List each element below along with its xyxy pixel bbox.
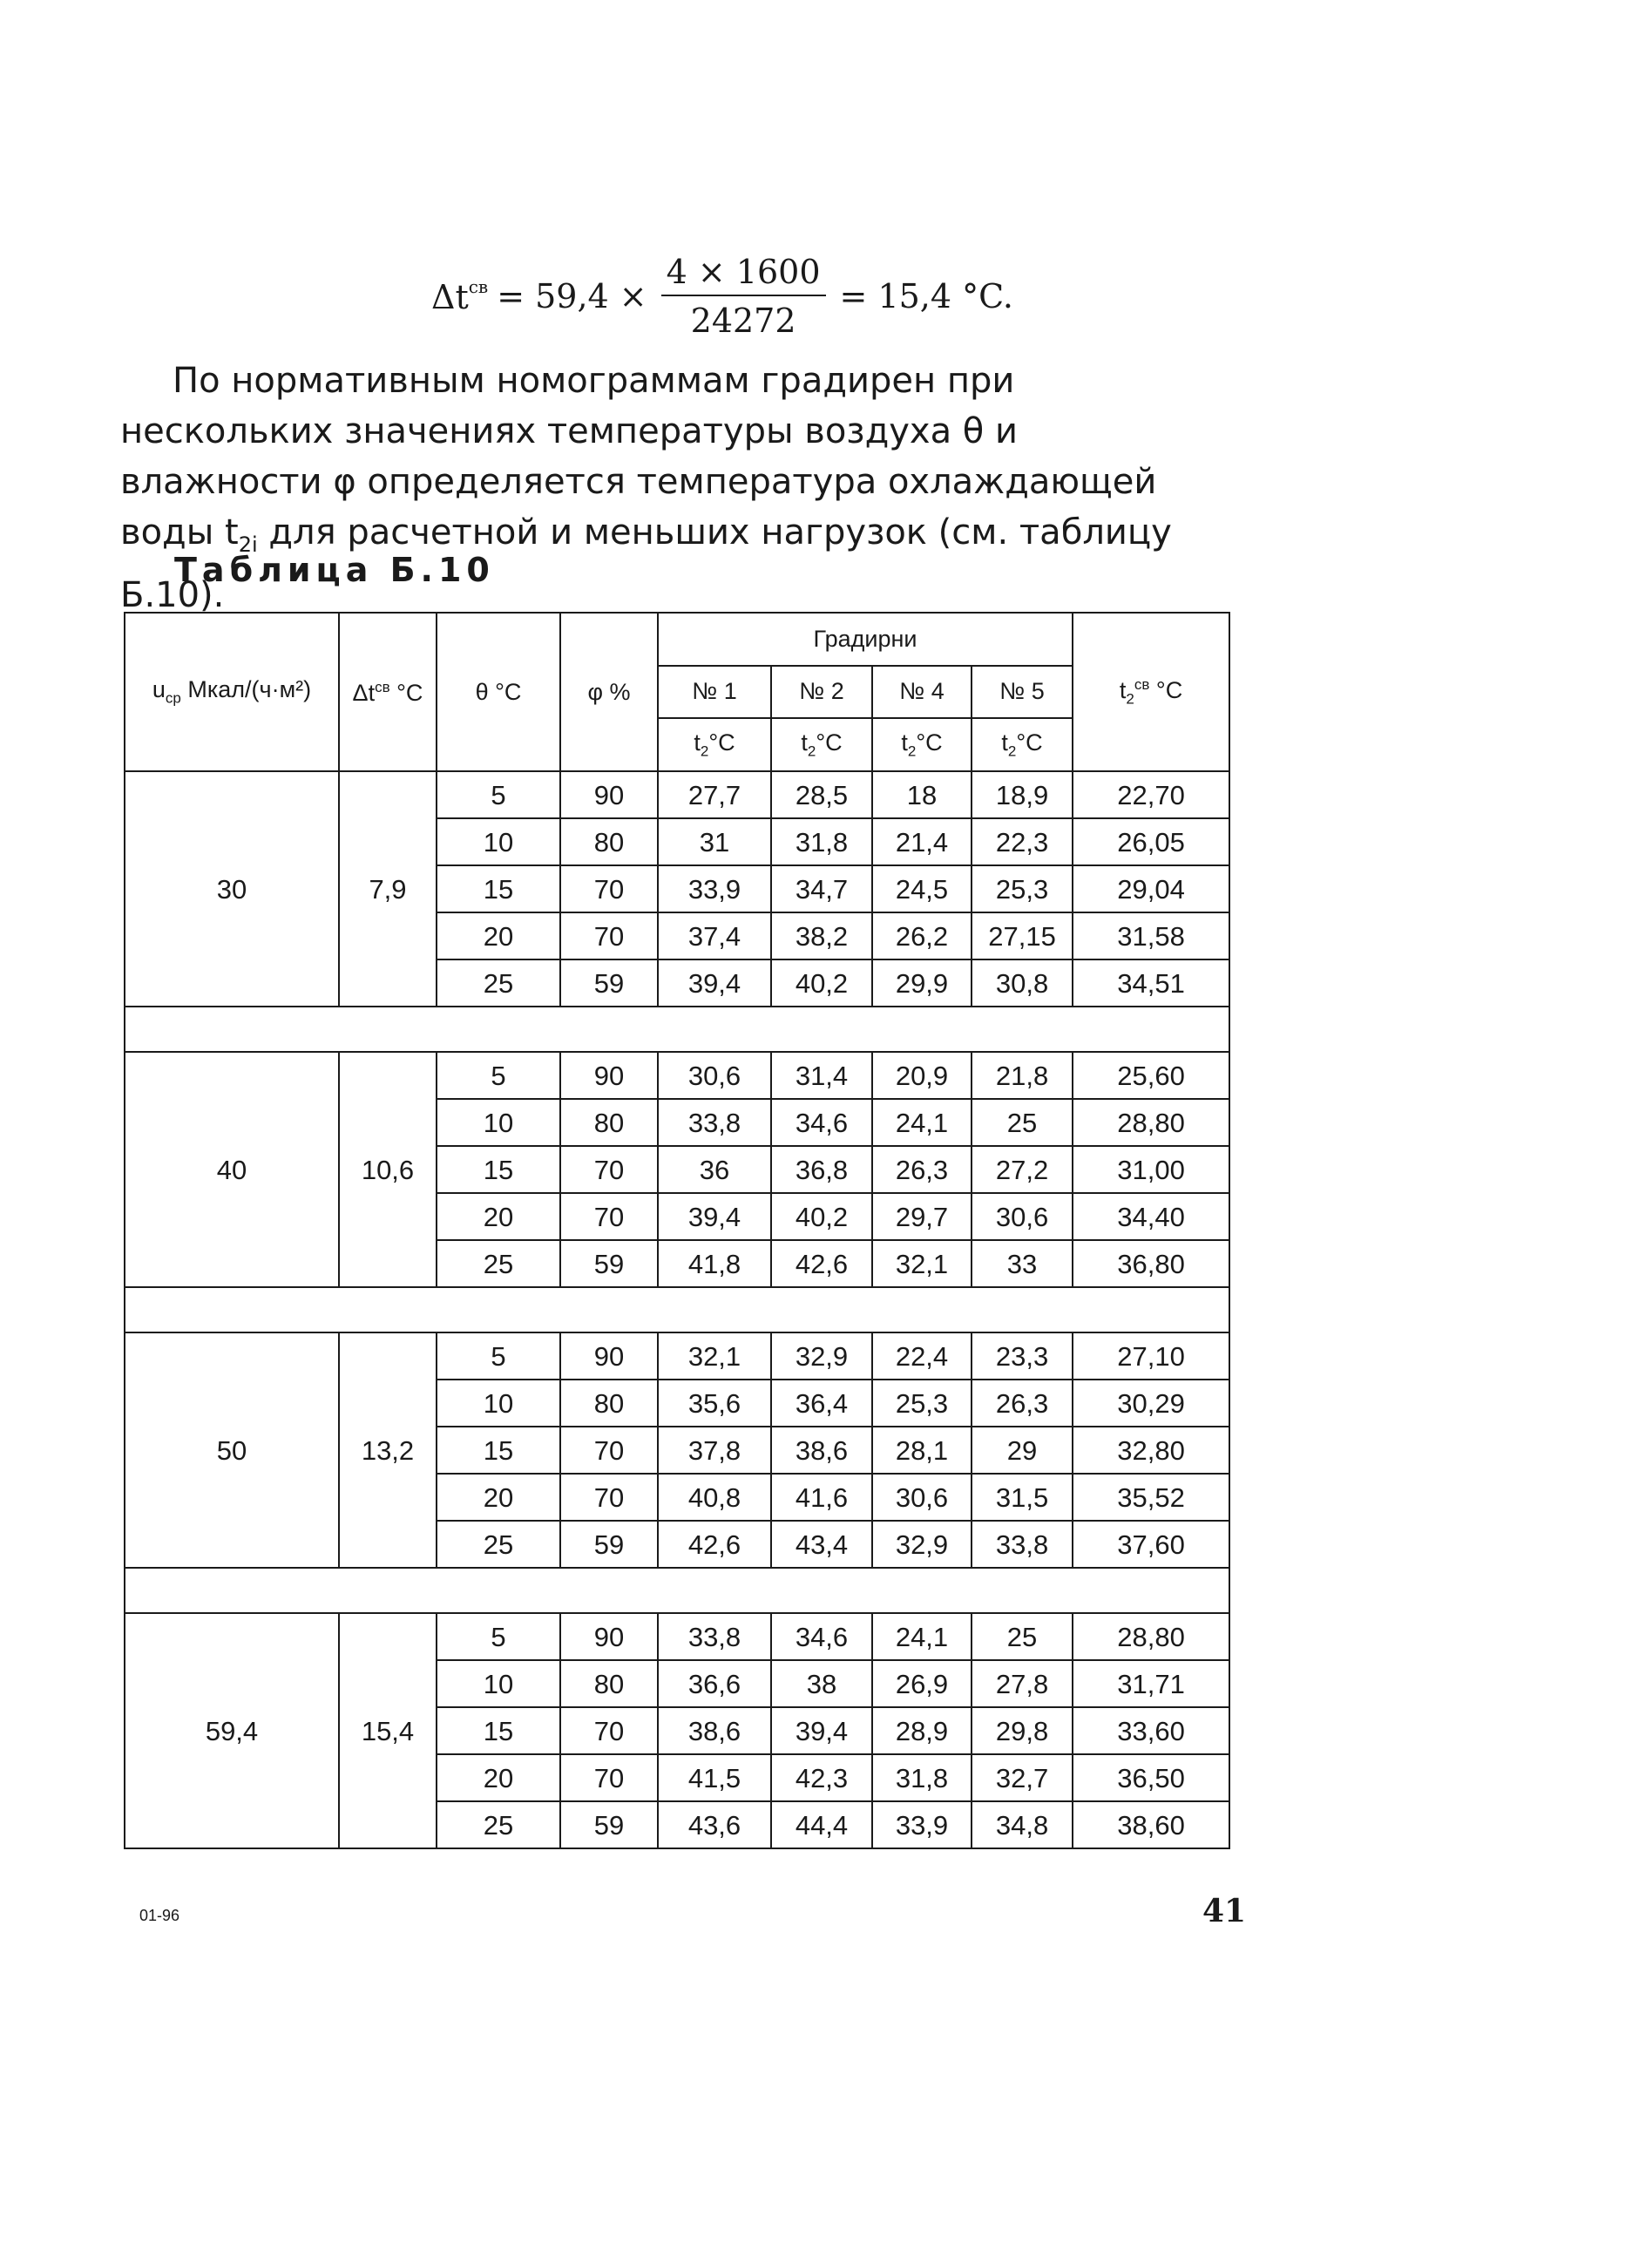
phi-cell: 70 [560, 1427, 658, 1474]
tower-2-cell: 28,5 [771, 771, 872, 818]
tower-2-cell: 34,7 [771, 865, 872, 912]
tower-5-cell: 33,8 [972, 1521, 1073, 1568]
heat-load-cell: 59,4 [125, 1613, 339, 1848]
t2-mix-cell: 31,71 [1073, 1660, 1229, 1707]
t2-mix-cell: 33,60 [1073, 1707, 1229, 1754]
t2-mix-cell: 36,50 [1073, 1754, 1229, 1801]
delta-t-cell: 15,4 [339, 1613, 437, 1848]
tower-4-cell: 25,3 [872, 1380, 972, 1427]
tower-4-cell: 26,2 [872, 912, 972, 959]
tower-4-cell: 28,1 [872, 1427, 972, 1474]
tower-2-cell: 44,4 [771, 1801, 872, 1848]
phi-cell: 90 [560, 1052, 658, 1099]
theta-cell: 10 [437, 1660, 560, 1707]
tower-4-cell: 24,5 [872, 865, 972, 912]
table-row [125, 1613, 1229, 1660]
tower-1-cell: 33,8 [658, 1099, 771, 1146]
tower-5-cell: 23,3 [972, 1332, 1073, 1380]
tower-4-cell: 24,1 [872, 1099, 972, 1146]
col-subheader-t2: $t_2^\circ C$ [658, 718, 771, 771]
tower-2-cell: 38,2 [771, 912, 872, 959]
tower-1-cell: 39,4 [658, 1193, 771, 1240]
theta-cell: 15 [437, 1707, 560, 1754]
col-header-theta: θ °C [437, 613, 560, 771]
col-header-delta-t: $\Delta t^{св}$ °C [339, 613, 437, 771]
tower-2-cell: 34,6 [771, 1099, 872, 1146]
tower-2-cell: 31,8 [771, 818, 872, 865]
t2-mix-cell: 36,80 [1073, 1240, 1229, 1287]
tower-5-cell: 34,8 [972, 1801, 1073, 1848]
tower-2-cell: 42,6 [771, 1240, 872, 1287]
tower-5-cell: 30,6 [972, 1193, 1073, 1240]
phi-cell: 80 [560, 1099, 658, 1146]
tower-1-cell: 36 [658, 1146, 771, 1193]
tower-4-cell: 21,4 [872, 818, 972, 865]
separator-cell [125, 1568, 1229, 1613]
theta-cell: 25 [437, 1521, 560, 1568]
tower-5-cell: 18,9 [972, 771, 1073, 818]
phi-cell: 70 [560, 912, 658, 959]
tower-4-cell: 32,9 [872, 1521, 972, 1568]
phi-cell: 59 [560, 1801, 658, 1848]
tower-4-cell: 29,9 [872, 959, 972, 1007]
t2-mix-cell: 28,80 [1073, 1613, 1229, 1660]
theta-cell: 10 [437, 1380, 560, 1427]
tower-1-cell: 30,6 [658, 1052, 771, 1099]
tower-4-cell: 29,7 [872, 1193, 972, 1240]
tower-4-cell: 31,8 [872, 1754, 972, 1801]
theta-cell: 5 [437, 1613, 560, 1660]
tower-4-cell: 28,9 [872, 1707, 972, 1754]
phi-cell: 80 [560, 1380, 658, 1427]
theta-cell: 5 [437, 1052, 560, 1099]
formula-lhs: $\Delta t^{св}$ [431, 276, 489, 316]
tower-2-cell: 31,4 [771, 1052, 872, 1099]
theta-cell: 25 [437, 1240, 560, 1287]
col-subheader-t2: $t_2^\circ C$ [972, 718, 1073, 771]
theta-cell: 10 [437, 1099, 560, 1146]
tower-1-cell: 42,6 [658, 1521, 771, 1568]
theta-cell: 15 [437, 1146, 560, 1193]
group-separator [125, 1007, 1229, 1052]
tower-1-cell: 37,8 [658, 1427, 771, 1474]
theta-cell: 20 [437, 1193, 560, 1240]
col-header-tower-2: № 2 [771, 666, 872, 719]
phi-cell: 59 [560, 1240, 658, 1287]
phi-cell: 70 [560, 865, 658, 912]
t2-mix-cell: 31,00 [1073, 1146, 1229, 1193]
theta-cell: 25 [437, 1801, 560, 1848]
t2-mix-cell: 35,52 [1073, 1474, 1229, 1521]
tower-2-cell: 38 [771, 1660, 872, 1707]
tower-5-cell: 31,5 [972, 1474, 1073, 1521]
footer-code: 01-96 [139, 1907, 180, 1924]
tower-1-cell: 35,6 [658, 1380, 771, 1427]
tower-1-cell: 36,6 [658, 1660, 771, 1707]
theta-cell: 15 [437, 865, 560, 912]
t2-mix-cell: 29,04 [1073, 865, 1229, 912]
tower-5-cell: 27,2 [972, 1146, 1073, 1193]
table-title: Таблица Б.10 [174, 551, 495, 589]
col-subheader-t2: $t_2^\circ C$ [771, 718, 872, 771]
tower-2-cell: 34,6 [771, 1613, 872, 1660]
t2-mix-cell: 34,51 [1073, 959, 1229, 1007]
tower-1-cell: 33,8 [658, 1613, 771, 1660]
heat-load-cell: 40 [125, 1052, 339, 1287]
page-number: 41 [1202, 1893, 1247, 1929]
tower-1-cell: 31 [658, 818, 771, 865]
tower-4-cell: 24,1 [872, 1613, 972, 1660]
theta-cell: 5 [437, 1332, 560, 1380]
tower-1-cell: 40,8 [658, 1474, 771, 1521]
formula-fraction [661, 253, 826, 340]
tower-4-cell: 30,6 [872, 1474, 972, 1521]
phi-cell: 70 [560, 1146, 658, 1193]
t2-mix-cell: 28,80 [1073, 1099, 1229, 1146]
group-separator [125, 1568, 1229, 1613]
phi-cell: 70 [560, 1754, 658, 1801]
tower-5-cell: 27,8 [972, 1660, 1073, 1707]
formula-denominator: 24272 [690, 302, 796, 340]
phi-cell: 59 [560, 959, 658, 1007]
col-subheader-t2: $t_2^\circ C$ [872, 718, 972, 771]
phi-cell: 70 [560, 1707, 658, 1754]
delta-t-cell: 10,6 [339, 1052, 437, 1287]
cooling-tower-table [124, 612, 1230, 1849]
tower-5-cell: 32,7 [972, 1754, 1073, 1801]
tower-2-cell: 40,2 [771, 1193, 872, 1240]
delta-t-cell: 13,2 [339, 1332, 437, 1568]
tower-1-cell: 33,9 [658, 865, 771, 912]
tower-5-cell: 29 [972, 1427, 1073, 1474]
tower-4-cell: 26,9 [872, 1660, 972, 1707]
phi-cell: 90 [560, 1613, 658, 1660]
tower-2-cell: 36,8 [771, 1146, 872, 1193]
phi-cell: 70 [560, 1474, 658, 1521]
tower-1-cell: 39,4 [658, 959, 771, 1007]
tower-2-cell: 36,4 [771, 1380, 872, 1427]
tower-2-cell: 32,9 [771, 1332, 872, 1380]
formula [431, 253, 1013, 340]
heat-load-cell: 30 [125, 771, 339, 1007]
col-header-heat-load: $u_{ср}$ Мкал/(ч·м²) [125, 613, 339, 771]
t2-mix-cell: 30,29 [1073, 1380, 1229, 1427]
tower-5-cell: 21,8 [972, 1052, 1073, 1099]
col-header-tower-5: № 5 [972, 666, 1073, 719]
separator-cell [125, 1287, 1229, 1332]
formula-prefix: = 59,4 × [497, 277, 647, 315]
tower-5-cell: 33 [972, 1240, 1073, 1287]
phi-cell: 59 [560, 1521, 658, 1568]
heat-load-cell: 50 [125, 1332, 339, 1568]
separator-cell [125, 1007, 1229, 1052]
phi-cell: 90 [560, 771, 658, 818]
tower-2-cell: 40,2 [771, 959, 872, 1007]
t2-mix-cell: 34,40 [1073, 1193, 1229, 1240]
formula-result: = 15,4 °C. [839, 277, 1013, 315]
t2-mix-cell: 38,60 [1073, 1801, 1229, 1848]
t2-mix-cell: 22,70 [1073, 771, 1229, 818]
body-paragraph: По нормативным номограммам градирен при нескольких значениях температуры воздуха θ и влажности φ определяется температура охлаждающей воды $t_{2i}$ для расчетной и меньших нагрузок (см. таблицу Б.10). [120, 361, 1172, 615]
t2-mix-cell: 37,60 [1073, 1521, 1229, 1568]
delta-t-cell: 7,9 [339, 771, 437, 1007]
theta-cell: 5 [437, 771, 560, 818]
table-row [125, 1332, 1229, 1380]
group-separator [125, 1287, 1229, 1332]
phi-cell: 70 [560, 1193, 658, 1240]
tower-2-cell: 42,3 [771, 1754, 872, 1801]
tower-1-cell: 38,6 [658, 1707, 771, 1754]
tower-5-cell: 25 [972, 1099, 1073, 1146]
theta-cell: 15 [437, 1427, 560, 1474]
tower-1-cell: 41,8 [658, 1240, 771, 1287]
t2-mix-cell: 32,80 [1073, 1427, 1229, 1474]
theta-cell: 20 [437, 1474, 560, 1521]
formula-numerator: 4 × 1600 [661, 253, 826, 296]
tower-5-cell: 30,8 [972, 959, 1073, 1007]
col-header-tower-1: № 1 [658, 666, 771, 719]
col-header-tower-4: № 4 [872, 666, 972, 719]
theta-cell: 25 [437, 959, 560, 1007]
theta-cell: 20 [437, 1754, 560, 1801]
t2-mix-cell: 31,58 [1073, 912, 1229, 959]
tower-1-cell: 32,1 [658, 1332, 771, 1380]
tower-1-cell: 37,4 [658, 912, 771, 959]
tower-1-cell: 43,6 [658, 1801, 771, 1848]
tower-5-cell: 26,3 [972, 1380, 1073, 1427]
tower-5-cell: 25 [972, 1613, 1073, 1660]
col-header-group-towers: Градирни [658, 613, 1073, 666]
tower-2-cell: 43,4 [771, 1521, 872, 1568]
col-header-phi: φ % [560, 613, 658, 771]
col-header-t2-mix: $t_2^{св}$ °C [1073, 613, 1229, 771]
table-row [125, 1052, 1229, 1099]
tower-2-cell: 39,4 [771, 1707, 872, 1754]
theta-cell: 20 [437, 912, 560, 959]
table-row [125, 771, 1229, 818]
phi-cell: 80 [560, 818, 658, 865]
tower-4-cell: 26,3 [872, 1146, 972, 1193]
tower-4-cell: 18 [872, 771, 972, 818]
t2-mix-cell: 25,60 [1073, 1052, 1229, 1099]
tower-5-cell: 27,15 [972, 912, 1073, 959]
phi-cell: 90 [560, 1332, 658, 1380]
tower-4-cell: 33,9 [872, 1801, 972, 1848]
tower-4-cell: 22,4 [872, 1332, 972, 1380]
tower-5-cell: 29,8 [972, 1707, 1073, 1754]
tower-5-cell: 22,3 [972, 818, 1073, 865]
tower-5-cell: 25,3 [972, 865, 1073, 912]
t2-mix-cell: 26,05 [1073, 818, 1229, 865]
tower-2-cell: 38,6 [771, 1427, 872, 1474]
tower-2-cell: 41,6 [771, 1474, 872, 1521]
phi-cell: 80 [560, 1660, 658, 1707]
tower-4-cell: 20,9 [872, 1052, 972, 1099]
theta-cell: 10 [437, 818, 560, 865]
tower-1-cell: 27,7 [658, 771, 771, 818]
tower-4-cell: 32,1 [872, 1240, 972, 1287]
table-body [125, 771, 1229, 1848]
t2-mix-cell: 27,10 [1073, 1332, 1229, 1380]
tower-1-cell: 41,5 [658, 1754, 771, 1801]
